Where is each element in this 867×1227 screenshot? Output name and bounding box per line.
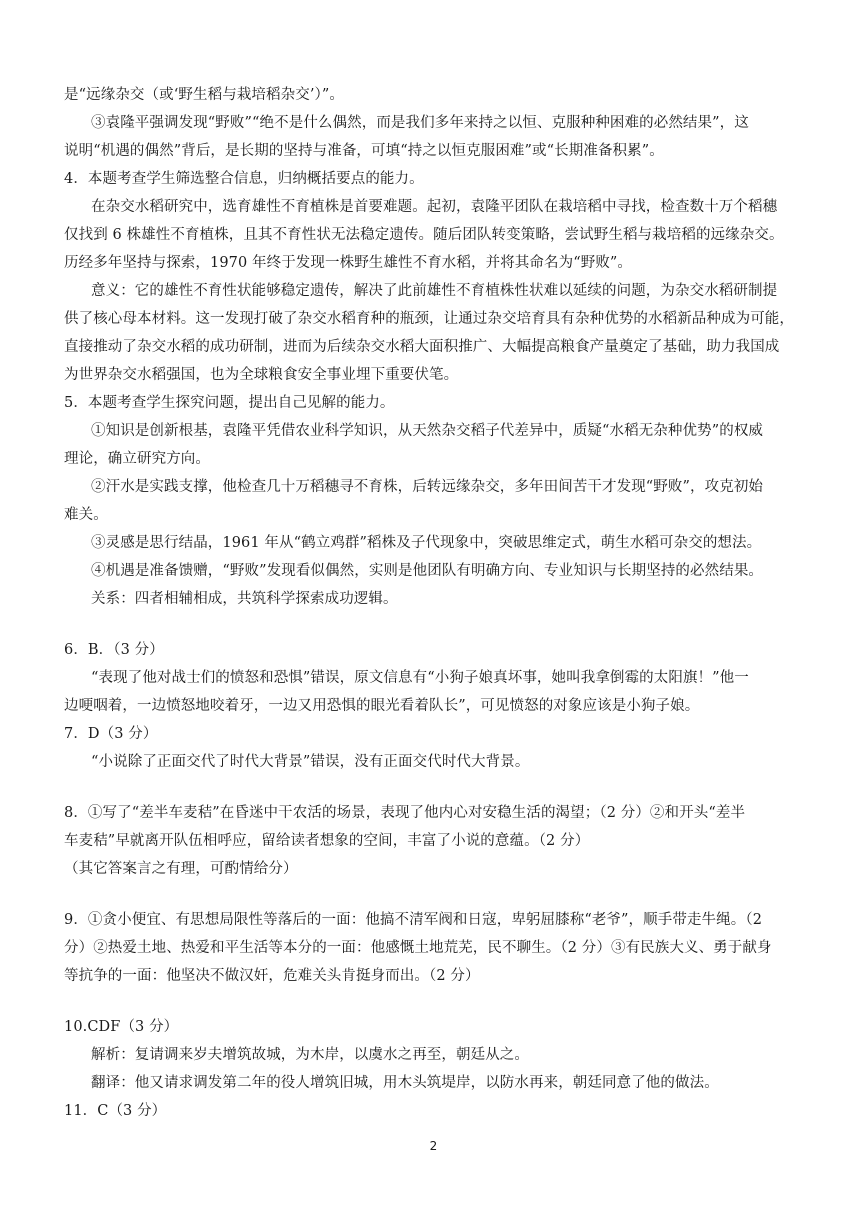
text-line: 难关。	[64, 507, 108, 523]
question-8-answer: 8．①写了“差半车麦秸”在昏迷中干农活的场景，表现了他内心对安稳生活的渴望；（2 分）②和开头“差半	[64, 805, 746, 821]
text-line: ②汗水是实践支撑，他检查几十万稻穗寻不育株，后转远缘杂交，多年田间苦干才发现“野败”，攻克初始	[91, 479, 764, 495]
text-line: 理论，确立研究方向。	[64, 451, 210, 467]
question-10-answer: 10.CDF（3 分）	[64, 1019, 179, 1035]
question-4-heading: 4．本题考查学生筛选整合信息，归纳概括要点的能力。	[64, 171, 424, 187]
text-line: （其它答案言之有理，可酌情给分）	[64, 861, 298, 877]
text-line: 说明“机遇的偶然”背后，是长期的坚持与准备，可填“持之以恒克服困难”或“长期准备积累”。	[64, 143, 664, 159]
text-line: 为世界杂交水稻强国，也为全球粮食安全事业埋下重要伏笔。	[64, 367, 459, 383]
question-9-answer: 9．①贪小便宜、有思想局限性等落后的一面：他搞不清军阀和日寇，卑躬屈膝称“老爷”，顺手带走牛绳。（2	[64, 912, 763, 928]
text-line: “小说除了正面交代了时代大背景”错误，没有正面交代时代大背景。	[91, 754, 530, 770]
text-line: ④机遇是准备馈赠，“野败”发现看似偶然，实则是他团队有明确方向、专业知识与长期坚持的必然结果。	[91, 563, 764, 579]
question-6-answer: 6．B．（3 分）	[64, 642, 164, 658]
text-line: 解析：复请调来岁夫增筑故城，为木岸，以虞水之再至，朝廷从之。	[91, 1047, 529, 1063]
text-line: 供了核心母本材料。这一发现打破了杂交水稻育种的瓶颈，让通过杂交培育具有杂种优势的水稻新品种成为可能，	[64, 311, 794, 327]
question-5-heading: 5．本题考查学生探究问题，提出自己见解的能力。	[64, 395, 395, 411]
text-line: 车麦秸”早就离开队伍相呼应，留给读者想象的空间，丰富了小说的意蕴。（2 分）	[64, 833, 590, 849]
text-line: 在杂交水稻研究中，选育雄性不育植株是首要难题。起初，袁隆平团队在栽培稻中寻找，检查数十万个稻穗	[91, 199, 778, 215]
text-line: 直接推动了杂交水稻的成功研制，进而为后续杂交水稻大面积推广、大幅提高粮食产量奠定了基础，助力我国成	[64, 339, 780, 355]
question-7-answer: 7．D（3 分）	[64, 726, 158, 742]
text-line: 分）②热爱土地、热爱和平生活等本分的一面：他感慨土地荒芜，民不聊生。（2 分）③有民族大义、勇于献身	[64, 940, 772, 956]
text-line: 关系：四者相辅相成，共筑科学探索成功逻辑。	[91, 591, 398, 607]
text-line: 翻译：他又请求调发第二年的役人增筑旧城，用木头筑堤岸，以防水再来，朝廷同意了他的做法。	[91, 1075, 719, 1091]
text-line: ③灵感是思行结晶，1961 年从“鹤立鸡群”稻株及子代现象中，突破思维定式，萌生水稻可杂交的想法。	[91, 535, 762, 551]
question-11-answer: 11．C（3 分）	[64, 1103, 167, 1119]
text-line: ①知识是创新根基，袁隆平凭借农业科学知识，从天然杂交稻子代差异中，质疑“水稻无杂种优势”的权威	[91, 423, 764, 439]
text-line: “表现了他对战士们的愤怒和恐惧”错误，原文信息有“小狗子娘真坏事，她叫我拿倒霉的太阳旗！”他一	[91, 670, 749, 686]
text-line: 等抗争的一面：他坚决不做汉奸，危难关头肯挺身而出。（2 分）	[64, 968, 480, 984]
text-line: ③袁隆平强调发现“野败”“绝不是什么偶然，而是我们多年来持之以恒、克服种种困难的必然结果”，这	[91, 115, 749, 131]
text-line: 历经多年坚持与探索，1970 年终于发现一株野生雄性不育水稻，并将其命名为“野败”。	[64, 255, 633, 271]
page-number: 2	[429, 1139, 438, 1153]
text-line: 意义：它的雄性不育性状能够稳定遗传，解决了此前雄性不育植株性状难以延续的问题，为杂交水稻研制提	[91, 283, 778, 299]
text-line: 仅找到 6 株雄性不育植株，且其不育性状无法稳定遗传。随后团队转变策略，尝试野生稻与栽培稻的远缘杂交。	[64, 227, 784, 243]
text-line: 是“远缘杂交（或‘野生稻与栽培稻杂交’）”。	[64, 87, 344, 103]
text-line: 边哽咽着，一边愤怒地咬着牙，一边又用恐惧的眼光看着队长”，可见愤怒的对象应该是小狗子娘。	[64, 698, 700, 714]
